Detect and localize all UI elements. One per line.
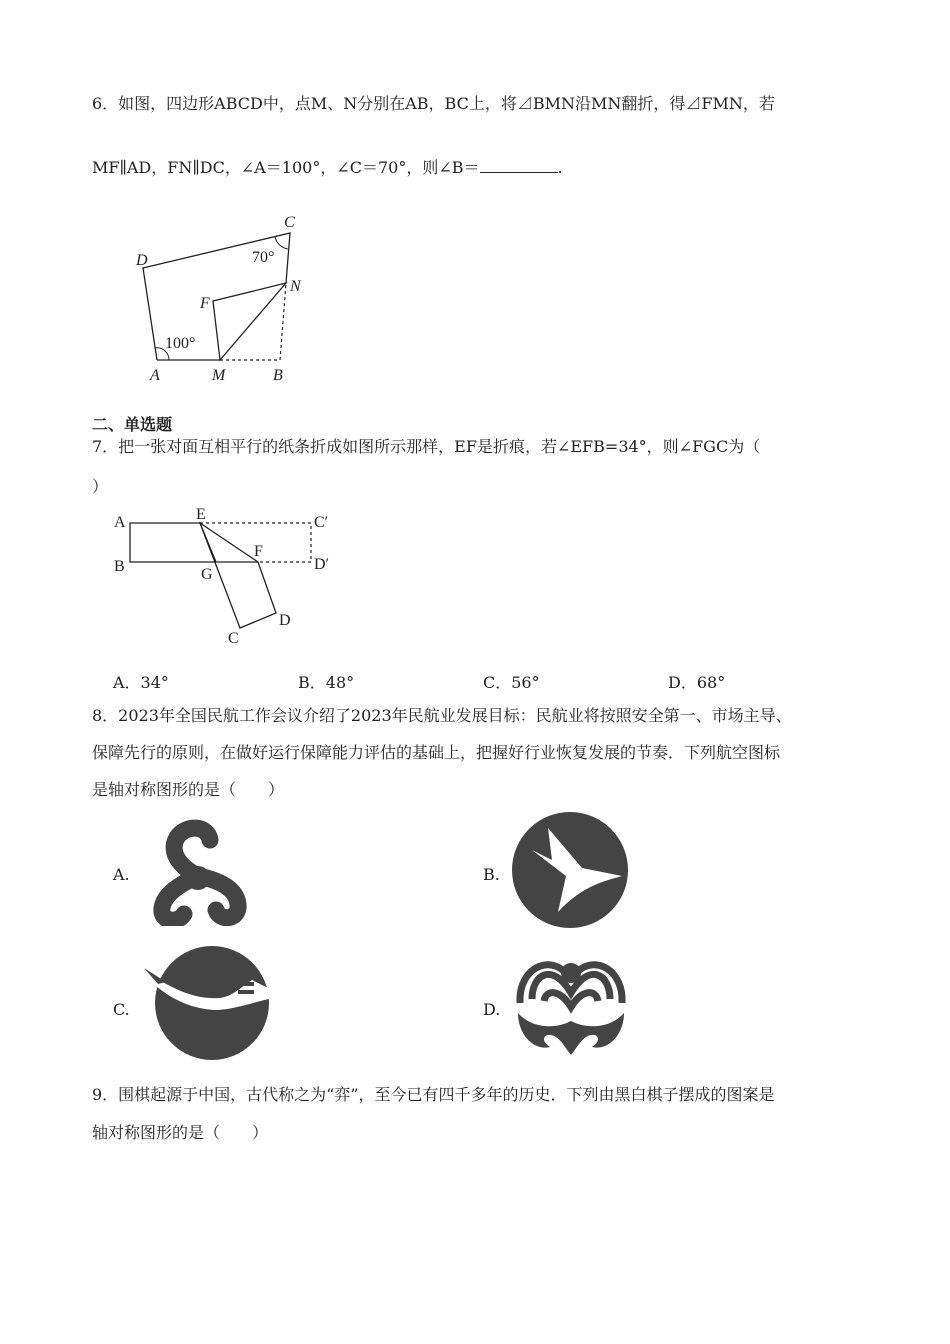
label-A: A	[114, 514, 126, 531]
answer-blank	[480, 158, 558, 173]
edge-BN-dashed	[280, 283, 286, 360]
label-F: F	[200, 295, 210, 312]
label-B: B	[273, 367, 283, 384]
label-C-prime: C′	[314, 514, 329, 531]
label-M: M	[212, 367, 226, 384]
airline-logo-c-icon	[138, 944, 284, 1062]
q6-condition: MF∥AD，FN∥DC，∠A＝100°，∠C＝70°，则∠B＝	[92, 158, 480, 177]
q7-option-d[interactable]: D．68°	[668, 673, 726, 692]
label-C: C	[284, 214, 295, 231]
section-heading: 二、单选题	[92, 415, 173, 434]
q8-text-line2: 保障先行的原则，在做好运行保障能力评估的基础上，把握好行业恢复发展的节奏．下列航空图标	[92, 743, 781, 762]
angle-arc-C	[275, 237, 288, 249]
strip-edges	[130, 523, 258, 562]
airline-logo-a-icon	[138, 818, 260, 926]
q6-quadrilateral-figure	[120, 205, 320, 390]
q8-option-b[interactable]: B.	[483, 865, 500, 884]
angle-label-C: 70°	[252, 249, 275, 266]
label-A: A	[150, 367, 160, 384]
q8-option-c[interactable]: C.	[113, 1000, 130, 1019]
q8-text-line3: 是轴对称图形的是（ ）	[92, 780, 285, 799]
q8-option-a[interactable]: A.	[113, 865, 130, 884]
q8-text-line1: 8．2023年全国民航工作会议介绍了2023年民航业发展目标：民航业将按照安全第一、市场主导、	[92, 706, 792, 725]
label-E: E	[196, 506, 206, 523]
q7-option-c[interactable]: C．56°	[483, 673, 540, 692]
q7-folded-strip-figure	[108, 505, 348, 650]
label-C: C	[228, 630, 239, 647]
label-D: D	[136, 252, 148, 269]
label-D: D	[279, 612, 291, 629]
triangle-FMN	[213, 283, 286, 360]
q6-period: .	[557, 158, 563, 177]
q7-option-a[interactable]: A．34°	[113, 673, 169, 692]
q9-text-line1: 9．围棋起源于中国，古代称之为“弈”，至今已有四千多年的历史．下列由黑白棋子摆成的图案是	[92, 1085, 775, 1104]
q7-option-b[interactable]: B．48°	[298, 673, 355, 692]
airline-logo-b-icon	[510, 810, 630, 930]
label-G: G	[201, 566, 213, 583]
label-D-prime: D′	[314, 556, 330, 573]
angle-label-A: 100°	[165, 335, 196, 352]
q6-text-line1: 6．如图，四边形ABCD中，点M、N分别在AB，BC上，将⊿BMN沿MN翻折，得⊿FMN，若	[92, 94, 775, 113]
q9-text-line2: 轴对称图形的是（ ）	[92, 1123, 269, 1142]
label-B: B	[114, 558, 125, 575]
q7-text-line1: 7．把一张对面互相平行的纸条折成如图所示那样，EF是折痕，若∠EFB=34°，则∠FGC为（	[92, 437, 761, 456]
label-F: F	[254, 543, 263, 560]
q7-text-line2: ）	[92, 477, 109, 496]
q6-text-line2	[92, 158, 563, 178]
label-N: N	[290, 278, 301, 295]
q8-option-d[interactable]: D.	[483, 1000, 501, 1019]
airline-logo-d-icon	[512, 955, 630, 1061]
